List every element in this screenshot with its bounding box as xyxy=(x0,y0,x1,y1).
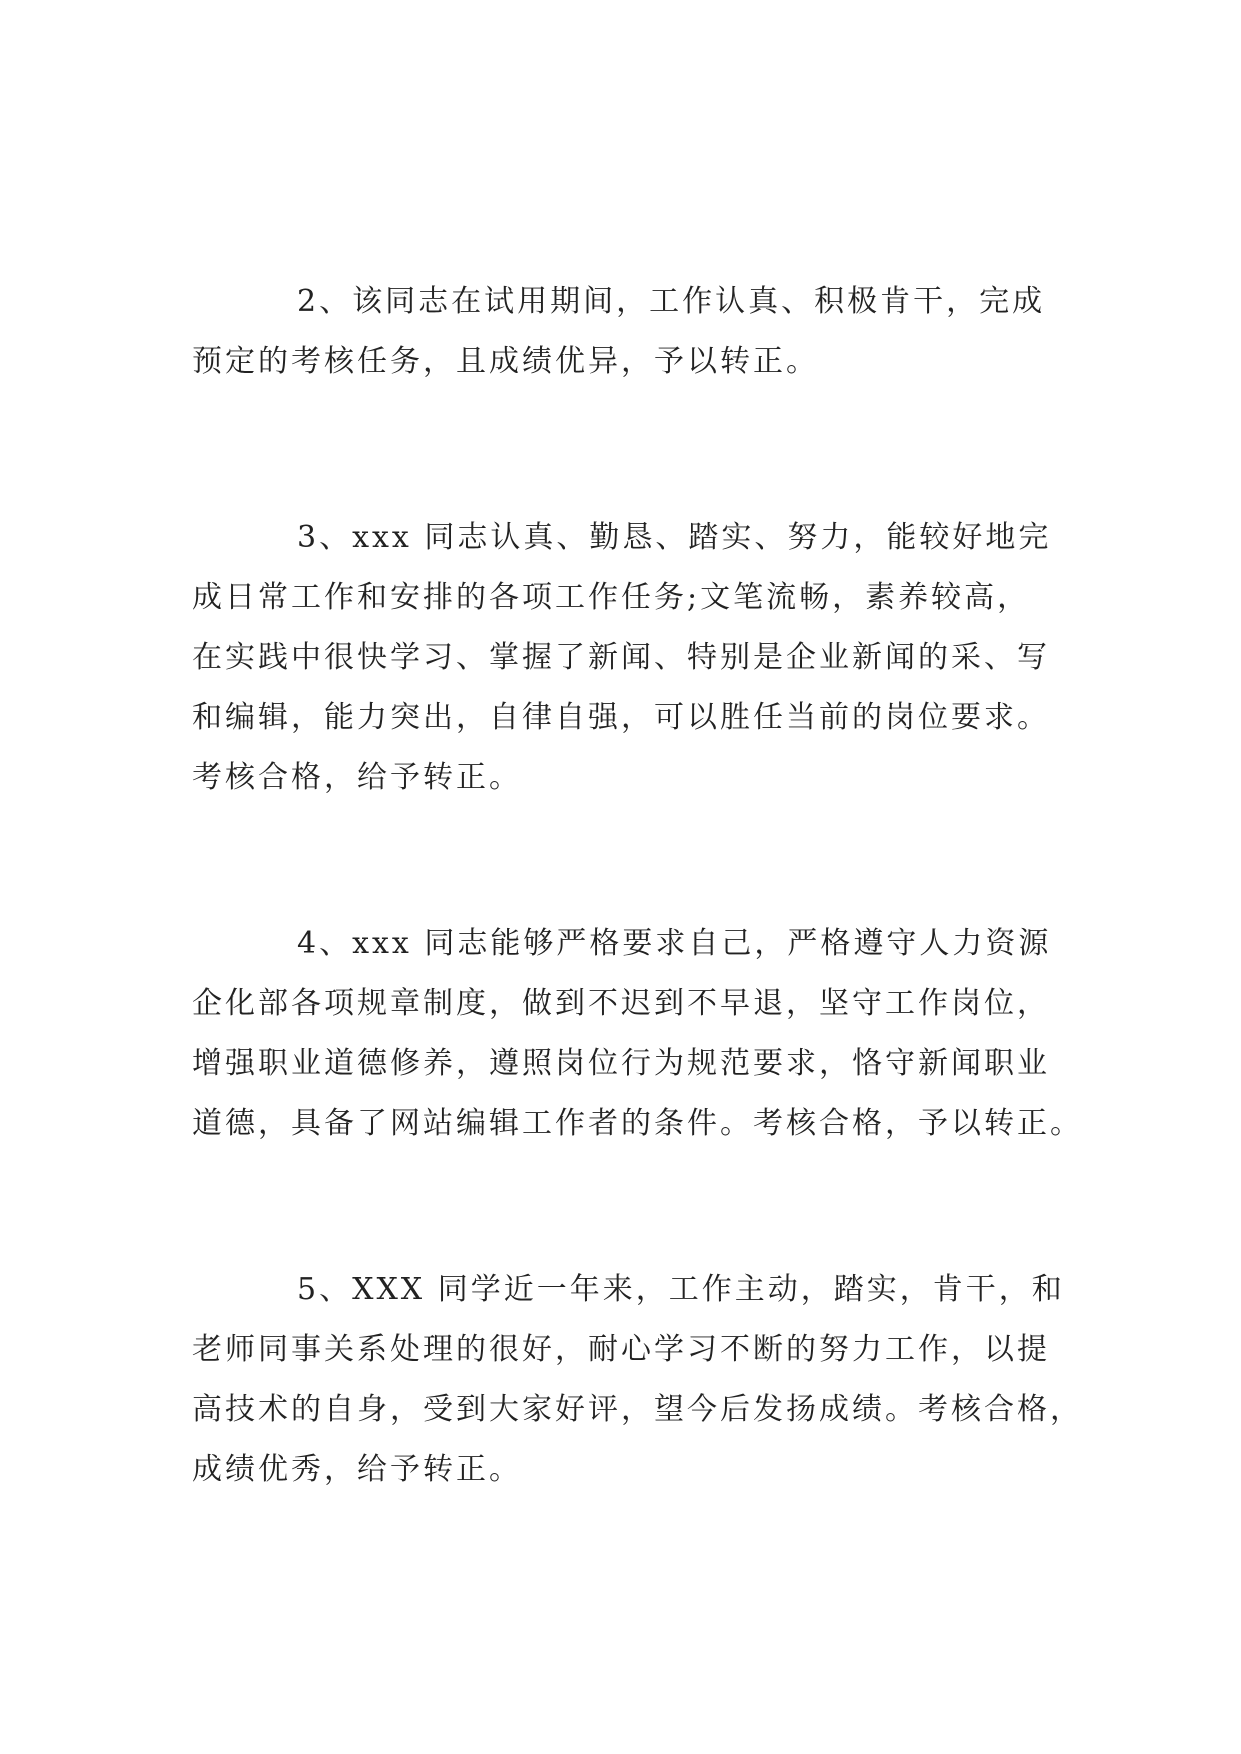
paragraph-line: 和编辑，能力突出，自律自强，可以胜任当前的岗位要求。 xyxy=(192,700,1050,735)
paragraph-line: 考核合格，给予转正。 xyxy=(192,760,522,795)
paragraph-line: 企化部各项规章制度，做到不迟到不早退，坚守工作岗位， xyxy=(192,986,1050,1021)
paragraph-line: 5、XXX 同学近一年来，工作主动，踏实，肯干，和 xyxy=(297,1272,1065,1307)
paragraph-line: 3、xxx 同志认真、勤恳、踏实、努力，能较好地完 xyxy=(297,520,1052,555)
paragraph-line: 高技术的自身，受到大家好评，望今后发扬成绩。考核合格， xyxy=(192,1392,1083,1427)
paragraph-5 xyxy=(192,1260,1083,1500)
paragraph-line: 在实践中很快学习、掌握了新闻、特别是企业新闻的采、写 xyxy=(192,640,1050,675)
paragraph-line: 成日常工作和安排的各项工作任务;文笔流畅，素养较高， xyxy=(192,580,1031,615)
paragraph-2 xyxy=(192,272,1045,392)
paragraph-line: 2、该同志在试用期间，工作认真、积极肯干，完成 xyxy=(297,284,1046,319)
paragraph-line: 老师同事关系处理的很好，耐心学习不断的努力工作，以提 xyxy=(192,1332,1050,1367)
paragraph-3 xyxy=(192,508,1051,808)
paragraph-line: 成绩优秀，给予转正。 xyxy=(192,1452,522,1487)
paragraph-line: 道德，具备了网站编辑工作者的条件。考核合格，予以转正。 xyxy=(192,1106,1083,1141)
paragraph-line: 增强职业道德修养，遵照岗位行为规范要求，恪守新闻职业 xyxy=(192,1046,1050,1081)
paragraph-line: 4、xxx 同志能够严格要求自己，严格遵守人力资源 xyxy=(297,926,1052,961)
paragraph-line: 预定的考核任务，且成绩优异，予以转正。 xyxy=(192,344,819,379)
paragraph-4 xyxy=(192,914,1083,1154)
